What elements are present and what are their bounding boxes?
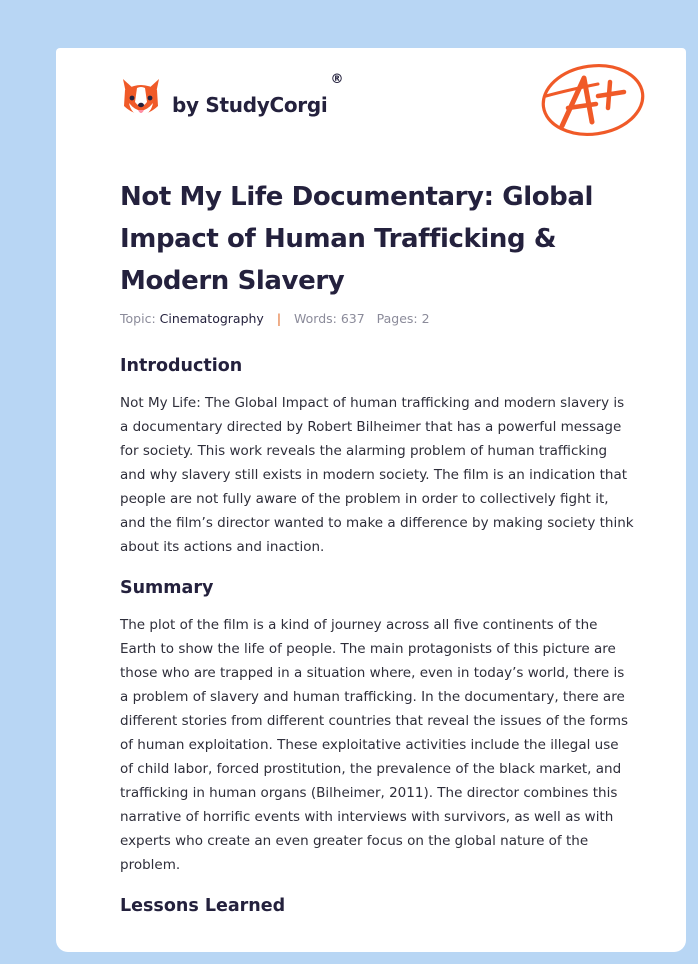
section-heading-introduction: Introduction <box>120 356 243 376</box>
corgi-logo-icon <box>120 76 162 122</box>
words-count: 637 <box>340 311 365 326</box>
registered-mark: ® <box>330 72 344 87</box>
topic-label: Topic: <box>120 311 156 326</box>
a-plus-grade-icon <box>538 60 648 140</box>
pages-count: 2 <box>421 311 430 326</box>
words-label: Words: <box>294 311 337 326</box>
document-meta <box>120 311 430 326</box>
section-paragraph-summary: The plot of the film is a kind of journey across all five continents of the Earth to show the life of people. The main protagonists of this picture are those who are trapped in a situation where, even in today’s world, there is a problem of slavery and human trafficking. In the documentary, there are different stories from different countries that reveal the issues of the forms of human exploitation. These exploitative activities include the illegal use of child labor, forced prostitution, the prevalence of the black market, and trafficking in human organs (Bilheimer, 2011). The director combines this narrative of horrific events with interviews with survivors, as well as with experts who create an even greater focus on the global nature of the problem. <box>120 617 629 873</box>
document-title: Not My Life Documentary: Global Impact of Human Trafficking & Modern Slavery <box>120 182 594 296</box>
document-page <box>56 48 686 952</box>
topic-link[interactable]: Cinematography <box>159 311 264 326</box>
section-paragraph-introduction: Not My Life: The Global Impact of human trafficking and modern slavery is a documentary directed by Robert Bilheimer that has a powerful message for society. This work reveals the alarming problem of human trafficking and why slavery still exists in modern society. The film is an indication that people are not fully aware of the problem in order to collectively fight it, and the film’s director wanted to make a difference by making society think about its actions and inaction. <box>120 395 634 555</box>
section-heading-summary: Summary <box>120 578 214 598</box>
page-header <box>56 48 686 148</box>
brand-name: by StudyCorgi <box>172 93 328 117</box>
section-heading-lessons-learned: Lessons Learned <box>120 896 286 916</box>
brand-link[interactable] <box>120 72 344 122</box>
pages-label: Pages: <box>376 311 418 326</box>
meta-separator: | <box>276 311 282 326</box>
